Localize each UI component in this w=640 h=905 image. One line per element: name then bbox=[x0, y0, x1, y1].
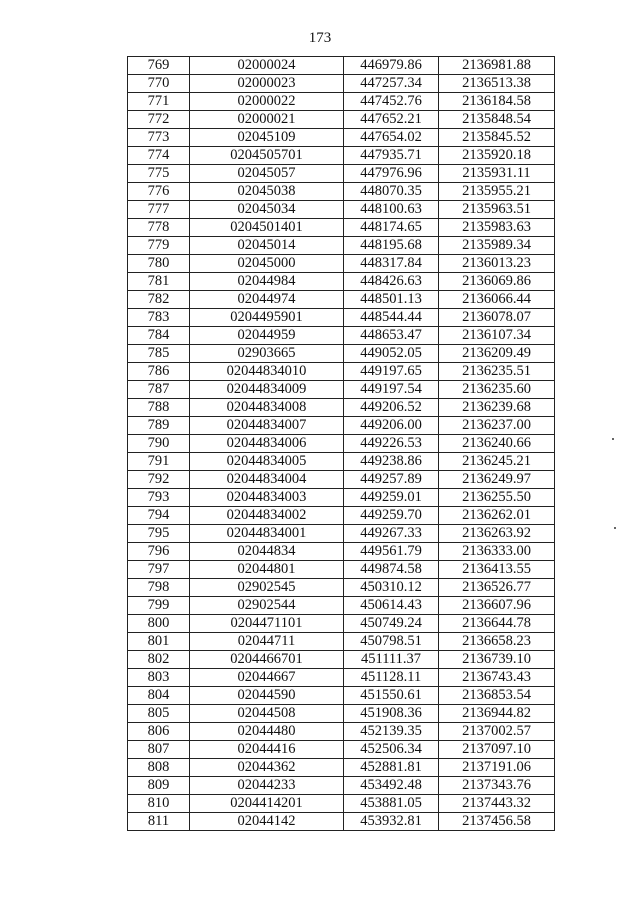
x-coordinate-cell: 448544.44 bbox=[344, 309, 439, 327]
table-row bbox=[128, 543, 555, 561]
point-number-cell: 788 bbox=[128, 399, 190, 417]
table-row bbox=[128, 615, 555, 633]
y-coordinate-cell: 2135989.34 bbox=[439, 237, 555, 255]
y-coordinate-cell: 2136944.82 bbox=[439, 705, 555, 723]
y-coordinate-cell: 2137097.10 bbox=[439, 741, 555, 759]
x-coordinate-cell: 449874.58 bbox=[344, 561, 439, 579]
point-id-cell: 0204501401 bbox=[190, 219, 344, 237]
x-coordinate-cell: 449238.86 bbox=[344, 453, 439, 471]
page-number: 173 bbox=[308, 30, 332, 46]
point-number-cell: 793 bbox=[128, 489, 190, 507]
point-number-cell: 780 bbox=[128, 255, 190, 273]
point-id-cell: 02045038 bbox=[190, 183, 344, 201]
point-number-cell: 804 bbox=[128, 687, 190, 705]
table-row bbox=[128, 795, 555, 813]
x-coordinate-cell: 448100.63 bbox=[344, 201, 439, 219]
point-id-cell: 0204414201 bbox=[190, 795, 344, 813]
table-row bbox=[128, 651, 555, 669]
x-coordinate-cell: 449267.33 bbox=[344, 525, 439, 543]
table-row bbox=[128, 399, 555, 417]
point-id-cell: 0204495901 bbox=[190, 309, 344, 327]
point-id-cell: 02044834001 bbox=[190, 525, 344, 543]
point-id-cell: 02044362 bbox=[190, 759, 344, 777]
y-coordinate-cell: 2136078.07 bbox=[439, 309, 555, 327]
point-id-cell: 02045034 bbox=[190, 201, 344, 219]
coordinates-table-body bbox=[128, 57, 555, 831]
x-coordinate-cell: 448317.84 bbox=[344, 255, 439, 273]
table-row bbox=[128, 597, 555, 615]
x-coordinate-cell: 450798.51 bbox=[344, 633, 439, 651]
y-coordinate-cell: 2136526.77 bbox=[439, 579, 555, 597]
point-number-cell: 797 bbox=[128, 561, 190, 579]
point-id-cell: 02044834006 bbox=[190, 435, 344, 453]
point-id-cell: 02045109 bbox=[190, 129, 344, 147]
table-row bbox=[128, 57, 555, 75]
scan-speck bbox=[614, 527, 616, 529]
x-coordinate-cell: 450310.12 bbox=[344, 579, 439, 597]
point-id-cell: 02044233 bbox=[190, 777, 344, 795]
point-id-cell: 0204466701 bbox=[190, 651, 344, 669]
x-coordinate-cell: 448653.47 bbox=[344, 327, 439, 345]
table-row bbox=[128, 309, 555, 327]
y-coordinate-cell: 2136658.23 bbox=[439, 633, 555, 651]
x-coordinate-cell: 449052.05 bbox=[344, 345, 439, 363]
point-number-cell: 810 bbox=[128, 795, 190, 813]
table-row bbox=[128, 147, 555, 165]
y-coordinate-cell: 2136981.88 bbox=[439, 57, 555, 75]
point-id-cell: 02044834008 bbox=[190, 399, 344, 417]
x-coordinate-cell: 453492.48 bbox=[344, 777, 439, 795]
x-coordinate-cell: 452506.34 bbox=[344, 741, 439, 759]
x-coordinate-cell: 446979.86 bbox=[344, 57, 439, 75]
x-coordinate-cell: 451908.36 bbox=[344, 705, 439, 723]
point-id-cell: 02044834005 bbox=[190, 453, 344, 471]
y-coordinate-cell: 2135848.54 bbox=[439, 111, 555, 129]
y-coordinate-cell: 2136013.23 bbox=[439, 255, 555, 273]
y-coordinate-cell: 2136739.10 bbox=[439, 651, 555, 669]
scan-speck bbox=[612, 438, 614, 440]
x-coordinate-cell: 447976.96 bbox=[344, 165, 439, 183]
x-coordinate-cell: 452139.35 bbox=[344, 723, 439, 741]
point-id-cell: 02902544 bbox=[190, 597, 344, 615]
x-coordinate-cell: 453932.81 bbox=[344, 813, 439, 831]
point-id-cell: 02044834002 bbox=[190, 507, 344, 525]
y-coordinate-cell: 2136853.54 bbox=[439, 687, 555, 705]
x-coordinate-cell: 452881.81 bbox=[344, 759, 439, 777]
point-number-cell: 777 bbox=[128, 201, 190, 219]
point-number-cell: 774 bbox=[128, 147, 190, 165]
table-row bbox=[128, 669, 555, 687]
point-number-cell: 808 bbox=[128, 759, 190, 777]
table-row bbox=[128, 705, 555, 723]
point-id-cell: 02044711 bbox=[190, 633, 344, 651]
y-coordinate-cell: 2137443.32 bbox=[439, 795, 555, 813]
x-coordinate-cell: 451111.37 bbox=[344, 651, 439, 669]
y-coordinate-cell: 2136066.44 bbox=[439, 291, 555, 309]
table-row bbox=[128, 813, 555, 831]
y-coordinate-cell: 2136249.97 bbox=[439, 471, 555, 489]
table-row bbox=[128, 507, 555, 525]
point-number-cell: 775 bbox=[128, 165, 190, 183]
table-row bbox=[128, 777, 555, 795]
point-id-cell: 02000022 bbox=[190, 93, 344, 111]
point-id-cell: 02044834004 bbox=[190, 471, 344, 489]
point-id-cell: 02044959 bbox=[190, 327, 344, 345]
point-id-cell: 0204505701 bbox=[190, 147, 344, 165]
point-number-cell: 769 bbox=[128, 57, 190, 75]
y-coordinate-cell: 2136245.21 bbox=[439, 453, 555, 471]
y-coordinate-cell: 2136239.68 bbox=[439, 399, 555, 417]
table-row bbox=[128, 741, 555, 759]
point-number-cell: 800 bbox=[128, 615, 190, 633]
x-coordinate-cell: 449259.70 bbox=[344, 507, 439, 525]
point-id-cell: 02044834 bbox=[190, 543, 344, 561]
table-row bbox=[128, 759, 555, 777]
point-number-cell: 791 bbox=[128, 453, 190, 471]
point-id-cell: 02045057 bbox=[190, 165, 344, 183]
table-row bbox=[128, 435, 555, 453]
point-number-cell: 773 bbox=[128, 129, 190, 147]
x-coordinate-cell: 449226.53 bbox=[344, 435, 439, 453]
table-row bbox=[128, 219, 555, 237]
x-coordinate-cell: 449197.65 bbox=[344, 363, 439, 381]
point-id-cell: 02044667 bbox=[190, 669, 344, 687]
table-row bbox=[128, 93, 555, 111]
point-id-cell: 02044480 bbox=[190, 723, 344, 741]
y-coordinate-cell: 2136237.00 bbox=[439, 417, 555, 435]
point-number-cell: 799 bbox=[128, 597, 190, 615]
point-id-cell: 02044590 bbox=[190, 687, 344, 705]
y-coordinate-cell: 2136743.43 bbox=[439, 669, 555, 687]
table-row bbox=[128, 525, 555, 543]
point-number-cell: 796 bbox=[128, 543, 190, 561]
point-number-cell: 803 bbox=[128, 669, 190, 687]
point-id-cell: 02044834010 bbox=[190, 363, 344, 381]
table-row bbox=[128, 363, 555, 381]
x-coordinate-cell: 449206.00 bbox=[344, 417, 439, 435]
point-number-cell: 807 bbox=[128, 741, 190, 759]
point-number-cell: 771 bbox=[128, 93, 190, 111]
point-number-cell: 778 bbox=[128, 219, 190, 237]
point-id-cell: 0204471101 bbox=[190, 615, 344, 633]
point-number-cell: 779 bbox=[128, 237, 190, 255]
x-coordinate-cell: 448070.35 bbox=[344, 183, 439, 201]
point-number-cell: 784 bbox=[128, 327, 190, 345]
y-coordinate-cell: 2136209.49 bbox=[439, 345, 555, 363]
x-coordinate-cell: 449206.52 bbox=[344, 399, 439, 417]
y-coordinate-cell: 2135931.11 bbox=[439, 165, 555, 183]
table-row bbox=[128, 129, 555, 147]
table-row bbox=[128, 633, 555, 651]
x-coordinate-cell: 447452.76 bbox=[344, 93, 439, 111]
table-row bbox=[128, 381, 555, 399]
y-coordinate-cell: 2136263.92 bbox=[439, 525, 555, 543]
point-number-cell: 794 bbox=[128, 507, 190, 525]
y-coordinate-cell: 2136184.58 bbox=[439, 93, 555, 111]
table-row bbox=[128, 471, 555, 489]
point-number-cell: 789 bbox=[128, 417, 190, 435]
point-id-cell: 02044984 bbox=[190, 273, 344, 291]
y-coordinate-cell: 2136235.60 bbox=[439, 381, 555, 399]
point-number-cell: 772 bbox=[128, 111, 190, 129]
coordinates-table bbox=[127, 56, 555, 831]
y-coordinate-cell: 2135955.21 bbox=[439, 183, 555, 201]
table-row bbox=[128, 723, 555, 741]
x-coordinate-cell: 449561.79 bbox=[344, 543, 439, 561]
point-number-cell: 805 bbox=[128, 705, 190, 723]
y-coordinate-cell: 2136255.50 bbox=[439, 489, 555, 507]
table-row bbox=[128, 561, 555, 579]
x-coordinate-cell: 451550.61 bbox=[344, 687, 439, 705]
point-number-cell: 770 bbox=[128, 75, 190, 93]
y-coordinate-cell: 2136240.66 bbox=[439, 435, 555, 453]
y-coordinate-cell: 2136644.78 bbox=[439, 615, 555, 633]
point-id-cell: 02044142 bbox=[190, 813, 344, 831]
point-number-cell: 790 bbox=[128, 435, 190, 453]
table-row bbox=[128, 201, 555, 219]
point-id-cell: 02000023 bbox=[190, 75, 344, 93]
x-coordinate-cell: 448195.68 bbox=[344, 237, 439, 255]
x-coordinate-cell: 449259.01 bbox=[344, 489, 439, 507]
point-number-cell: 795 bbox=[128, 525, 190, 543]
y-coordinate-cell: 2136413.55 bbox=[439, 561, 555, 579]
point-number-cell: 786 bbox=[128, 363, 190, 381]
point-id-cell: 02045014 bbox=[190, 237, 344, 255]
y-coordinate-cell: 2135920.18 bbox=[439, 147, 555, 165]
point-number-cell: 811 bbox=[128, 813, 190, 831]
x-coordinate-cell: 450749.24 bbox=[344, 615, 439, 633]
x-coordinate-cell: 451128.11 bbox=[344, 669, 439, 687]
table-row bbox=[128, 687, 555, 705]
x-coordinate-cell: 449257.89 bbox=[344, 471, 439, 489]
point-number-cell: 776 bbox=[128, 183, 190, 201]
table-row bbox=[128, 327, 555, 345]
x-coordinate-cell: 447257.34 bbox=[344, 75, 439, 93]
table-row bbox=[128, 111, 555, 129]
point-id-cell: 02044508 bbox=[190, 705, 344, 723]
y-coordinate-cell: 2137343.76 bbox=[439, 777, 555, 795]
point-number-cell: 798 bbox=[128, 579, 190, 597]
point-id-cell: 02000021 bbox=[190, 111, 344, 129]
y-coordinate-cell: 2136069.86 bbox=[439, 273, 555, 291]
x-coordinate-cell: 448501.13 bbox=[344, 291, 439, 309]
point-id-cell: 02902545 bbox=[190, 579, 344, 597]
point-id-cell: 02044834009 bbox=[190, 381, 344, 399]
x-coordinate-cell: 453881.05 bbox=[344, 795, 439, 813]
point-id-cell: 02045000 bbox=[190, 255, 344, 273]
table-row bbox=[128, 291, 555, 309]
table-row bbox=[128, 489, 555, 507]
point-number-cell: 783 bbox=[128, 309, 190, 327]
table-row bbox=[128, 183, 555, 201]
y-coordinate-cell: 2135963.51 bbox=[439, 201, 555, 219]
y-coordinate-cell: 2135983.63 bbox=[439, 219, 555, 237]
point-id-cell: 02044834003 bbox=[190, 489, 344, 507]
x-coordinate-cell: 447652.21 bbox=[344, 111, 439, 129]
point-number-cell: 802 bbox=[128, 651, 190, 669]
point-number-cell: 782 bbox=[128, 291, 190, 309]
y-coordinate-cell: 2135845.52 bbox=[439, 129, 555, 147]
y-coordinate-cell: 2136513.38 bbox=[439, 75, 555, 93]
table-row bbox=[128, 273, 555, 291]
point-number-cell: 781 bbox=[128, 273, 190, 291]
point-id-cell: 02903665 bbox=[190, 345, 344, 363]
x-coordinate-cell: 447654.02 bbox=[344, 129, 439, 147]
table-row bbox=[128, 75, 555, 93]
point-id-cell: 02044416 bbox=[190, 741, 344, 759]
point-id-cell: 02044974 bbox=[190, 291, 344, 309]
y-coordinate-cell: 2136107.34 bbox=[439, 327, 555, 345]
point-id-cell: 02000024 bbox=[190, 57, 344, 75]
x-coordinate-cell: 450614.43 bbox=[344, 597, 439, 615]
point-id-cell: 02044801 bbox=[190, 561, 344, 579]
y-coordinate-cell: 2137456.58 bbox=[439, 813, 555, 831]
point-number-cell: 792 bbox=[128, 471, 190, 489]
table-row bbox=[128, 417, 555, 435]
point-number-cell: 809 bbox=[128, 777, 190, 795]
table-row bbox=[128, 165, 555, 183]
point-number-cell: 787 bbox=[128, 381, 190, 399]
table-row bbox=[128, 579, 555, 597]
table-row bbox=[128, 237, 555, 255]
point-id-cell: 02044834007 bbox=[190, 417, 344, 435]
y-coordinate-cell: 2137191.06 bbox=[439, 759, 555, 777]
y-coordinate-cell: 2137002.57 bbox=[439, 723, 555, 741]
y-coordinate-cell: 2136235.51 bbox=[439, 363, 555, 381]
point-number-cell: 801 bbox=[128, 633, 190, 651]
x-coordinate-cell: 448174.65 bbox=[344, 219, 439, 237]
x-coordinate-cell: 448426.63 bbox=[344, 273, 439, 291]
x-coordinate-cell: 449197.54 bbox=[344, 381, 439, 399]
y-coordinate-cell: 2136607.96 bbox=[439, 597, 555, 615]
table-row bbox=[128, 255, 555, 273]
table-row bbox=[128, 345, 555, 363]
x-coordinate-cell: 447935.71 bbox=[344, 147, 439, 165]
y-coordinate-cell: 2136262.01 bbox=[439, 507, 555, 525]
point-number-cell: 785 bbox=[128, 345, 190, 363]
point-number-cell: 806 bbox=[128, 723, 190, 741]
y-coordinate-cell: 2136333.00 bbox=[439, 543, 555, 561]
table-row bbox=[128, 453, 555, 471]
